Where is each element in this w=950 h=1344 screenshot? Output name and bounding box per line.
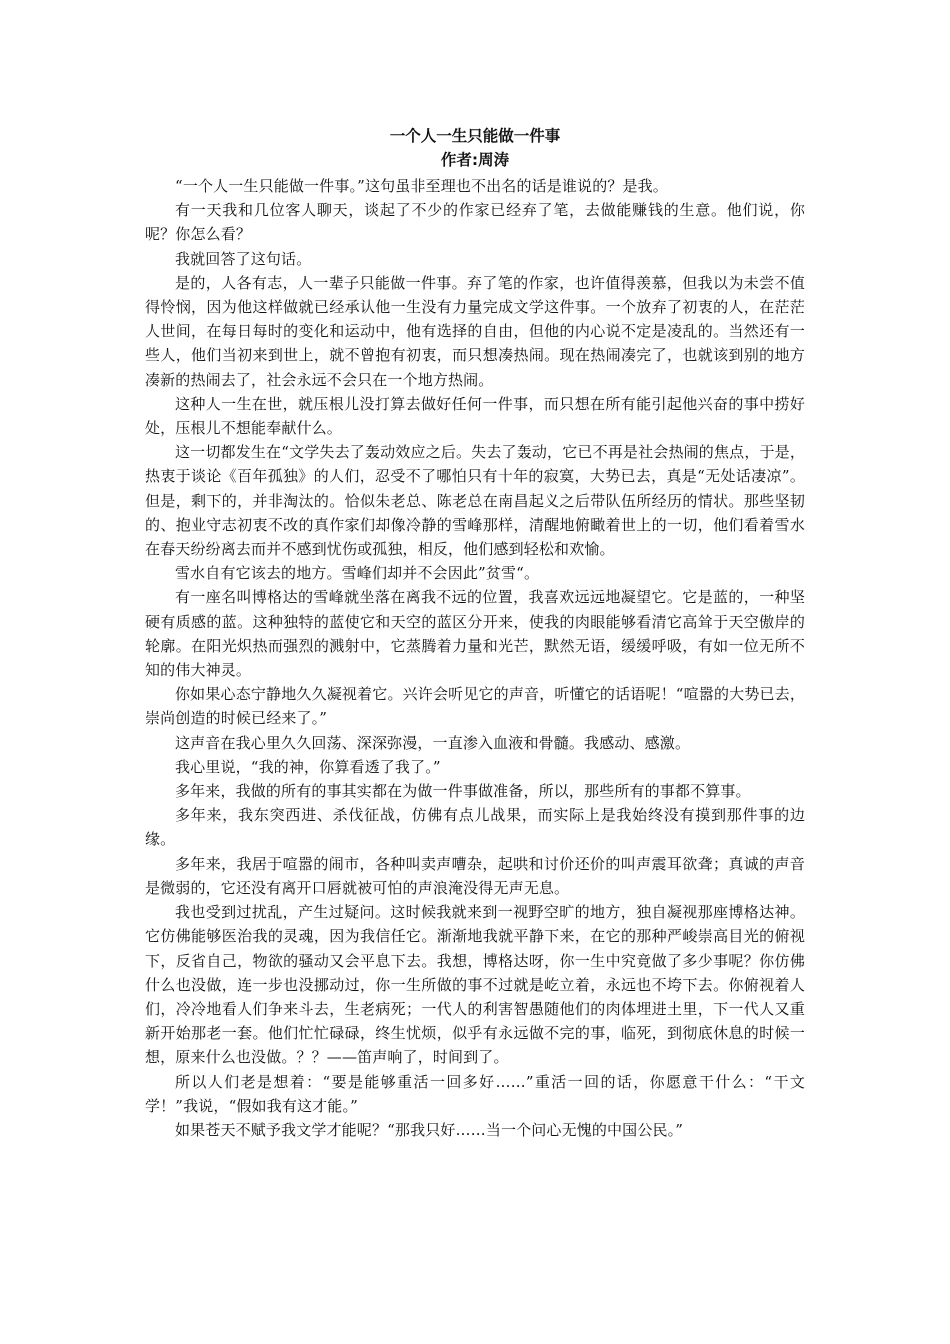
paragraph-11: 我心里说，“我的神，你算看透了我了。” <box>175 757 441 776</box>
document-author: 作者:周涛 <box>440 151 510 169</box>
paragraph-7: 雪水自有它该去的地方。雪峰们却并不会因此”贫雪“。 <box>175 564 540 583</box>
paragraph-17: 如果苍天不赋予我文学才能呢？“那我只好……当一个问心无愧的中国公民。” <box>175 1120 684 1139</box>
paragraph-8: 有一座名叫博格达的雪峰就坐落在离我不远的位置，我喜欢远远地凝望它。它是蓝的，一种坚硬有质感的蓝。这种独特的蓝使它和天空的蓝区分开来，使我的肉眼能够看清它高耸于天空傲岸的轮廓。在阳光炽热而强烈的溅射中，它蒸腾着力量和光芒，默然无语，缓缓呼吸，有如一位无所不知的伟大神灵。 <box>145 588 805 680</box>
document-body <box>145 174 805 1142</box>
paragraph-10: 这声音在我心里久久回荡、深深弥漫，一直渗入血液和骨髓。我感动、感激。 <box>175 733 691 752</box>
paragraph-4: 是的，人各有志，人一辈子只能做一件事。弃了笔的作家，也许值得羡慕，但我以为未尝不值得怜悯，因为他这样做就已经承认他一生没有力量完成文学这件事。一个放弃了初衷的人，在茫茫人世间，在每日每时的变化和运动中，他有选择的自由，但他的内心说不定是凌乱的。当然还有一些人，他们当初来到世上，就不曾抱有初衷，而只想凑热闹。现在热闹凑完了，也就该到别的地方凑新的热闹去了，社会永远不会只在一个地方热闹。 <box>145 273 805 389</box>
paragraph-15: 我也受到过扰乱，产生过疑问。这时候我就来到一视野空旷的地方，独自凝视那座博格达神。它仿佛能够医治我的灵魂，因为我信任它。渐渐地我就平静下来，在它的那种严峻崇高目光的俯视下，反省自己，物欲的骚动又会平息下去。我想，博格达呀，你一生中究竟做了多少事呢？你仿佛什么也没做，连一步也没挪动过，你一生所做的事不过就是屹立着，永远也不垮下去。你俯视着人们，冷冷地看人们争来斗去，生老病死；一代人的利害智愚随他们的肉体埋进土里，下一代人又重新开始那老一套。他们忙忙碌碌，终生忧烦，似乎有永远做不完的事，临死，到彻底休息的时候一想，原来什么也没做。？？——笛声响了，时间到了。 <box>145 903 805 1067</box>
document-title: 一个人一生只能做一件事 <box>389 127 561 145</box>
paragraph-12: 多年来，我做的所有的事其实都在为做一件事做准备，所以，那些所有的事都不算事。 <box>175 782 751 801</box>
paragraph-5: 这种人一生在世，就压根儿没打算去做好任何一件事，而只想在所有能引起他兴奋的事中捞好处，压根儿不想能奉献什么。 <box>145 394 805 438</box>
paragraph-6: 这一切都发生在“文学失去了轰动效应之后。失去了轰动，它已不再是社会热闹的焦点，于是，热衷于谈论《百年孤独》的人们，忍受不了哪怕只有十年的寂寞，大势已去，真是“无处话凄凉”。但是，剩下的，并非淘汰的。恰似朱老总、陈老总在南昌起义之后带队伍所经历的情状。那些坚韧的、抱业守志初衷不改的真作家们却像冷静的雪峰那样，清醒地俯瞰着世上的一切，他们看着雪水在春天纷纷离去而并不感到忧伤或孤独，相反，他们感到轻松和欢愉。 <box>145 443 805 559</box>
paragraph-16: 所以人们老是想着：“要是能够重活一回多好……”重活一回的话，你愿意干什么：“干文学！”我说，“假如我有这才能。” <box>145 1072 805 1115</box>
paragraph-2: 有一天我和几位客人聊天，谈起了不少的作家已经弃了笔，去做能赚钱的生意。他们说，你呢？你怎么看？ <box>145 201 805 244</box>
document-page <box>145 125 805 1142</box>
paragraph-3: 我就回答了这句话。 <box>175 249 312 268</box>
paragraph-1: “一个人一生只能做一件事。”这句虽非至理也不出名的话是谁说的？是我。 <box>175 177 668 195</box>
paragraph-13: 多年来，我东突西进、杀伐征战，仿佛有点儿战果，而实际上是我始终没有摸到那件事的边缘。 <box>145 806 805 849</box>
paragraph-9: 你如果心态宁静地久久凝视着它。兴许会听见它的声音，听懂它的话语呢！“喧嚣的大势已去，崇尚创造的时候已经来了。” <box>145 685 805 728</box>
paragraph-14: 多年来，我居于喧嚣的闹市，各种叫卖声嘈杂，起哄和讨价还价的叫声震耳欲聋；真诚的声音是微弱的，它还没有离开口唇就被可怕的声浪淹没得无声无息。 <box>145 854 805 897</box>
